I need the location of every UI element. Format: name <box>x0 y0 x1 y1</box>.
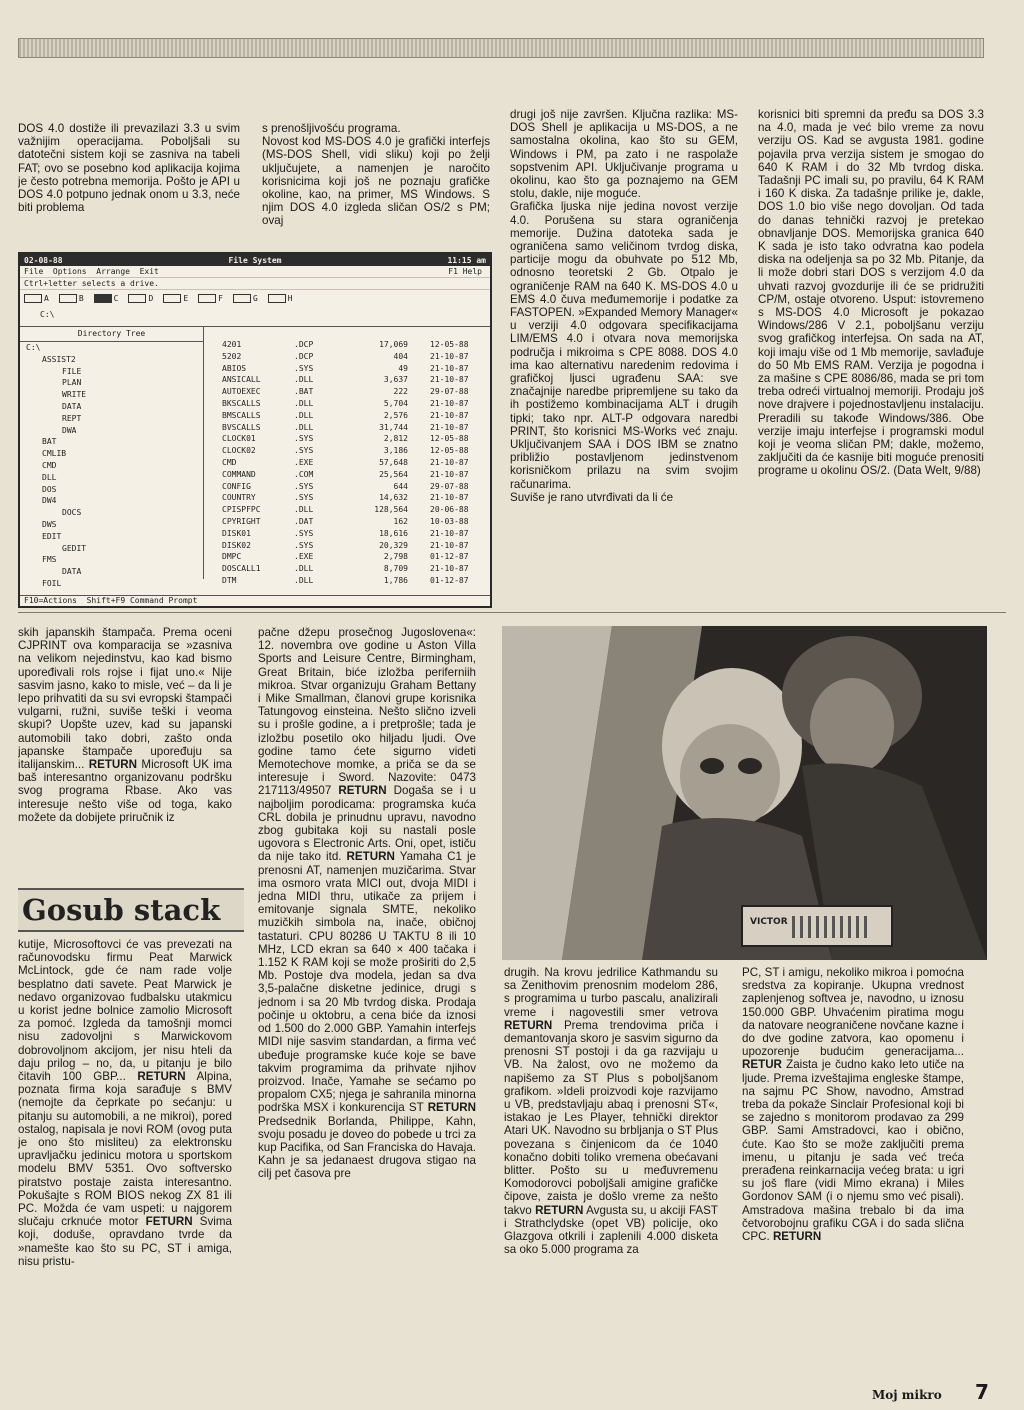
drive-icon <box>128 294 146 303</box>
file-row <box>204 351 490 363</box>
tree-item: CMLIB <box>42 449 67 459</box>
file-date: 21-10-87 <box>430 457 469 467</box>
file-name: BMSCALLS <box>222 410 261 420</box>
file-name: COUNTRY <box>222 493 256 503</box>
file-row <box>204 422 490 434</box>
drive-letter: A <box>44 293 49 303</box>
file-date: 12-05-88 <box>430 340 469 349</box>
magazine-brand: Moj mikro <box>872 1388 942 1402</box>
file-ext: .DLL <box>294 564 314 574</box>
file-date: 21-10-87 <box>430 375 469 385</box>
shell-path: C:\ <box>40 310 55 319</box>
drive-letter: E <box>183 293 189 303</box>
file-row <box>204 481 490 493</box>
tree-item: FOIL <box>42 578 62 588</box>
drive-letter: C <box>113 293 119 303</box>
file-name: CPYRIGHT <box>222 516 261 526</box>
file-row <box>204 540 490 552</box>
file-date: 12-05-88 <box>430 446 469 456</box>
drive-f <box>198 292 223 304</box>
bottom-col-1b <box>18 938 232 1342</box>
tree-item: DOS <box>42 484 57 494</box>
text: PC, ST i amigu, nekoliko mikroa i pomoćna sredstva za kopiranje. Ukupna vrednost zaplenjenog softveа je, navodno, u iznosu 150.000 GBP. Uhvaćenim piratima mogu da natovare neograničene novčane kazne i do dve godine zatvora, kao opomenu i upozorenje budućim generacijama... <box>742 966 964 1059</box>
file-name: ANSICALL <box>222 375 261 385</box>
file-date: 12-05-88 <box>430 434 469 444</box>
file-ext: .DLL <box>294 575 314 585</box>
text: kutije, Microsoftovci će vas prevezati na računovodsku firmu Peat Marwick McLintock, gde će nam rade volje besplatno dati savete. Peat Marwick je nedavo organizovao fudbalsku utakmicu u korist jedne bolnice zamolio Microsoft za pomoć. Izgleda da tamošnji momci nisu zadovoljni s Marwickovom dobrovoljnom akcijom, jer nisu hteli da daju prilog – no, da, u pitanju je bilo čitavih 100 GBP... <box>18 938 232 1084</box>
file-size: 3,186 <box>383 446 408 456</box>
drive-icon <box>94 294 112 303</box>
tree-item: FMS <box>42 555 57 565</box>
tree-item: DOCS <box>62 508 82 518</box>
tree-item: C:\ <box>26 343 41 352</box>
file-size: 644 <box>393 481 408 491</box>
drive-b <box>59 292 84 304</box>
file-row <box>204 433 490 445</box>
bottom-col-2 <box>258 626 476 1348</box>
file-size: 49 <box>398 363 408 373</box>
file-date: 21-10-87 <box>430 493 469 503</box>
file-size: 2,798 <box>383 552 408 562</box>
file-size: 222 <box>393 387 408 397</box>
file-ext: .DAT <box>294 516 314 526</box>
file-name: DTM <box>222 575 237 585</box>
file-date: 10-03-88 <box>430 516 469 526</box>
drive-bar <box>20 290 490 306</box>
tree-item: PLAN <box>62 378 82 388</box>
shell-menu: File Options Arrange Exit <box>24 267 159 276</box>
file-row <box>204 528 490 540</box>
file-row <box>204 457 490 469</box>
drive-letter: B <box>78 293 84 303</box>
tree-item: FILE <box>62 366 82 376</box>
file-date: 01-12-87 <box>430 575 469 585</box>
file-size: 404 <box>393 351 408 361</box>
text: Avgusta su, u akciji FAST i Strathclydske (opet VB) policije, oko Glazgova otkrili i zaplenili 4.000 disketa sa oko 5.000 programa za <box>504 1203 718 1257</box>
file-name: ABIOS <box>222 363 247 373</box>
file-row <box>204 551 490 563</box>
article-col-1: DOS 4.0 dostiže ili prevazilazi 3.3 u svim važnijim operacijama. Poboljšali su datotečni sistem koji se zasniva na tabeli FAT; ovo se posebno kod aplikacija kojima je često potrebna memorija. Pošto je API u DOS 4.0 potpuno jednak onom u 3.3, neće biti problema <box>18 122 240 215</box>
tree-item: DWS <box>42 519 57 529</box>
shell-title: File System <box>228 255 282 265</box>
file-date: 21-10-87 <box>430 528 469 538</box>
file-ext: .SYS <box>294 493 314 503</box>
file-name: CMD <box>222 457 237 467</box>
file-name: CLOCK01 <box>222 434 256 444</box>
drive-d <box>128 292 153 304</box>
file-date: 21-10-87 <box>430 410 469 420</box>
drive-letter: H <box>287 293 293 303</box>
return-marker: RETURN <box>772 1230 822 1244</box>
file-ext: .DLL <box>294 410 314 420</box>
file-ext: .BAT <box>294 387 314 397</box>
return-marker: RETUR <box>742 1058 782 1072</box>
file-ext: .SYS <box>294 481 314 491</box>
file-row <box>204 445 490 457</box>
shell-title-bar <box>20 254 490 266</box>
file-ext: .SYS <box>294 446 314 456</box>
tree-item: ASSIST2 <box>42 354 76 364</box>
bottom-col-3 <box>504 966 718 1346</box>
file-row <box>204 516 490 528</box>
file-row <box>204 374 490 386</box>
shell-date: 02-08-88 <box>24 255 63 265</box>
shell-panes <box>20 326 490 588</box>
directory-tree <box>20 327 204 588</box>
file-name: DISK02 <box>222 540 251 550</box>
file-name: 5202 <box>222 351 242 361</box>
file-date: 20-06-88 <box>430 505 469 515</box>
file-ext: .DLL <box>294 422 314 432</box>
file-date: 29-07-88 <box>430 481 469 491</box>
file-list <box>204 327 490 585</box>
return-marker: RETURN <box>427 1101 476 1115</box>
file-size: 14,632 <box>379 493 408 503</box>
file-size: 8,709 <box>383 564 408 574</box>
text: Zaista je čudno kako leto utiče na ljude. Prema izveštajima engleske štampe, na sajmu PC Show, navodno, Amstrad treba da pokaže Sinclair Profesional koji bi se zajedno s monitorom prodavao za 299 GBP. Sami Amstradovci, kao i obično, ćute. Kao što se može zaključiti prema imenu, u pitanju je sada već treća prerađena reinkarnacija većeg brata: u igri su još flare (vidi Mimo ekrana) i Miles Gordonov SAM (i o njemu smo već pisali). Amstradova mašina trebalo bi da ima četvorobojnu grafiku CGA i do sada slična CPC. <box>742 1058 964 1244</box>
file-name: CPISPFPC <box>222 505 261 515</box>
photo-pilots <box>502 626 987 960</box>
file-size: 3,637 <box>383 375 408 385</box>
file-date: 21-10-87 <box>430 540 469 550</box>
article-col-4: korisnici biti spremni da pređu sa DOS 3.3 na 4.0, mada je već bilo vreme za novu verziju OS. Kad se avgusta 1981. godine pojavila prva verzija sistem je smogao do 640 K RAM i do 32 Mb tvrdog diska. Tadašnji PC imali su, po pravilu, 64 K RAM i 160 K diska. Za tadašnje prilike je, dakle, DOS 1.0 bio više nego dovoljan. Od tada do danas tehnički razvoj je pretekao obnavljanje DOS. Memorijska granica 640 K sada je isto tako odvratna kao podela diska na odeljenja sa po 32 Mb. Pitanje, da li može dobri stari DOS s verzijom 4.0 da uhvati razvoj gvozdurije ili će se pridružiti CP/M, ostaje otvoreno. Usput: istovremeno s MS-DOS 4.0 Microsoft je pokazao Windows/286 V 2.1, poboljšanu verziju svog grafičkog interfejsa. On sada na AT, koji imaju više od 1 Mb memorije, savlađuje do 50 Mb EMS RAM. Verzija je pogodna i za mašine s CPE 8086/86, mada se pri tom treba odreći virtualnoj memoriji. Prodaju još nove drajvere i pojednostavljenu instalaciju. Preradili su takođe Windows/386. Obe verzije imaju interfejse i programski modul koji je veoma sličan PM; dakle, možemo, zaključiti da će kasnije biti moguće prenositi programe u okolinu OS/2. (Data Welt, 9/88) <box>758 108 984 478</box>
device-label: VICTOR <box>750 917 788 927</box>
shell-hint: Ctrl+letter selects a drive. <box>20 278 490 290</box>
file-ext: .DCP <box>294 351 314 361</box>
tree-item: WRITE <box>62 390 87 400</box>
drive-h <box>268 292 293 304</box>
file-name: DISK01 <box>222 528 251 538</box>
return-marker: RETURN <box>504 1018 553 1032</box>
drive-icon <box>163 294 181 303</box>
drive-icon <box>198 294 216 303</box>
file-name: BVSCALLS <box>222 422 261 432</box>
text: Prema trendovima priča i demantovanja skoro je sasvim sigurno da prenosni ST postoji i da ga razvijaju u VB. Na žalost, ovo ne možemo da napišemo za ST Plus s poboljšanom grafikom. »Ideli proizvodi koje razvijamo u VB, predstavljaju abaq i prenosni ST«, istakao je Les Player, tehnički direktor Atari UK. Navodno su brbljanja o ST Plus povezana s činjenicom da će 1040 konačno dobiti toliko vremena obećavani blitter. Pošto su u međuvremenu Komodorovci poboljšali amigine grafičke čipove, zaista je došlo vreme za nešto takvo <box>504 1018 718 1217</box>
file-size: 31,744 <box>379 422 408 432</box>
file-ext: .SYS <box>294 528 314 538</box>
article-col-3: drugi još nije završen. Ključna razlika: MS-DOS Shell je aplikacija u MS-DOS, a ne samostalna okolina, kao što su GEM, Windows i PM, pa zato i ne raspolaže sopstvenim API. Uključivanje programa u okolinu, kao što ga poznajemo na GEM stolu, dakle, nije moguće. Grafička ljuska nije jedina novost verzije 4.0. Porušena su stara ograničenja memorije. Dužina datoteka sada je ograničena samo veličinom tvrdog diska, particije mogu da obuhvate po 512 Mb, odnosno teoretski 2 Gb. Otpalo je ograničenje RAM na 640 K. MS-DOS 4.0 u EMS 4.0 čuva međumemorije i podatke za FASTOPEN. »Expanded Memory Manager« u verziji 4.0 odgovara specifikacijama LIM/EMS 4.0 i otvara nova memorijska područja i mikroima s CPE 8088. DOS 4.0 ima kao alternativu naredenim redovima i grafičkoj ljusci ugrađenu SAA: sve značajnije naredbe pripremljene su tako da ih postižemo kombinacijama ALT i drugih tipki; tako npr. ALT-P odgovara naredbi PRINT, što korisnici MS-Works već znaju. Uključivanjem SAA i DOS IBM se znatno približio postavljenom jedinstvenom korisničkom prilazu na svim svojim računarima. Suviše je rano utvrđivati da li će <box>510 108 738 504</box>
file-row <box>204 410 490 422</box>
file-ext: .SYS <box>294 540 314 550</box>
dos-shell-screenshot <box>18 252 492 608</box>
file-size: 2,812 <box>383 434 408 444</box>
text: Microsoft UK ima baš interesantno organizovanu podršku svog programa Rbase. Ako vas interesuje nešto više od toga, kako možete da dobijete priručnik iz <box>18 758 232 824</box>
file-row <box>204 492 490 504</box>
tree-item: GEDIT <box>62 543 87 553</box>
drive-letter: F <box>218 293 223 303</box>
file-size: 128,564 <box>374 505 408 515</box>
file-ext: .DLL <box>294 375 314 385</box>
drive-icon <box>233 294 251 303</box>
file-size: 18,616 <box>379 528 408 538</box>
return-marker: FETURN <box>145 1215 193 1229</box>
text: Svima koji, doduše, opravdano tvrde da »namešte kao što su PC, ST i amiga, nisu pristu- <box>18 1215 232 1268</box>
file-size: 17,069 <box>379 340 408 349</box>
file-name: DMPC <box>222 552 242 562</box>
bottom-col-1a <box>18 626 232 872</box>
drive-g <box>233 292 258 304</box>
file-size: 20,329 <box>379 540 408 550</box>
bottom-col-4 <box>742 966 964 1340</box>
return-marker: RETURN <box>88 758 138 772</box>
article-col-2: s prenošljivošću programa. Novost kod MS-DOS 4.0 je grafički interfejs (MS-DOS Shell, vidi sliku) koji po želji uključujete, a namenjen je naročito korisnicima koji još ne poznaju grafičke okoline, kao, na primer, MS Windows. S njim DOS 4.0 izgleda sličan OS/2 s PM; ovaj <box>262 122 490 228</box>
return-marker: RETURN <box>346 850 395 864</box>
file-date: 21-10-87 <box>430 351 469 361</box>
file-ext: .DLL <box>294 398 314 408</box>
file-row <box>204 339 490 351</box>
file-row <box>204 398 490 410</box>
file-row <box>204 504 490 516</box>
file-name: CONFIG <box>222 481 251 491</box>
file-name: AUTOEXEC <box>222 387 261 397</box>
file-ext: .DLL <box>294 505 314 515</box>
tree-item: EDIT <box>42 531 62 541</box>
header-bar <box>18 38 984 58</box>
drive-icon <box>268 294 286 303</box>
file-ext: .SYS <box>294 363 314 373</box>
file-size: 162 <box>393 516 408 526</box>
file-ext: .EXE <box>294 552 314 562</box>
file-row <box>204 563 490 575</box>
file-row <box>204 575 490 587</box>
drive-icon <box>24 294 42 303</box>
text: drugih. Na krovu jedrilice Kathmandu su sa Zenithovim prenosnim modelom 286, s programima u turbo pascalu, analizirali vreme i nagovestili smer vetrova <box>504 966 718 1019</box>
tree-item: DW4 <box>42 496 57 506</box>
photo-illustration <box>502 626 987 960</box>
file-date: 29-07-88 <box>430 387 469 397</box>
shell-time: 11:15 am <box>447 255 486 265</box>
file-ext: .SYS <box>294 434 314 444</box>
drive-letter: D <box>148 293 154 303</box>
return-marker: RETURN <box>137 1070 186 1084</box>
gosub-stack-heading: Gosub stack <box>18 888 244 932</box>
drive-icon <box>59 294 77 303</box>
return-marker: RETURN <box>535 1203 584 1217</box>
file-name: BKSCALLS <box>222 398 261 408</box>
text: Alpina, poznata firma koja sarađuje s BMV (nemojte da čeprkate po sećanju: u pitanju su automobili, a ne mikroi), pored ostalog, napisala je novi ROM (ovog puta je ono što misliteu) za elektronsku upravljačku jedinicu motora u sportskom modelu BMV 5351. Ovo softversko piratstvo postaje zaista interesantno. Pokušajte s ROM BIOS nekog ZX 81 ili PC. Možda će vam uspeti: u najgorem slučaju crknuće motor <box>18 1070 232 1229</box>
return-marker: RETURN <box>338 784 387 798</box>
file-row <box>204 386 490 398</box>
drive-letter: G <box>252 293 258 303</box>
file-ext: .EXE <box>294 457 314 467</box>
page-number: 7 <box>975 1380 989 1404</box>
file-ext: .COM <box>294 469 314 479</box>
tree-header: Directory Tree <box>20 329 203 342</box>
tree-item: DLL <box>42 472 57 482</box>
tree-item: CMD <box>42 460 57 470</box>
tree-item: DATA <box>62 567 82 577</box>
file-size: 5,704 <box>383 398 408 408</box>
file-date: 21-10-87 <box>430 363 469 373</box>
file-size: 57,648 <box>379 457 408 467</box>
text: Dogaša se i u najboljim porodicama: programska kuća CRL dobila je prinudnu upravu, navodno zbog gubitaka koji su nastali posle ugovora s Electronic Arts. Oni, opet, ističu da nije tako itd. <box>258 784 476 864</box>
shell-help: F1 Help <box>448 267 482 276</box>
drive-a <box>24 292 49 304</box>
text: skih japanskih štampača. Prema oceni CJPRINT ova komparacija se »zasniva na velikom nejedinstvu, kao kad bismo upoređivali rols rojse i fijat uno.« Nije sasvim jasno, kako to misle, već – da li je lepo prihvatiti da su svi evropski štampači vulgarni, ružni, suviše teški i veoma skupi? Uopšte uzev, kad su japanski automobili tako dobri, zašto onda japanske štampače upoređuju sa italijanskim... <box>18 626 232 772</box>
tree-item: DATA <box>62 401 82 411</box>
text: Yamaha C1 je prenosni AT, namenjen muzičarima. Stvar ima osmoro vrata MICI out, dvoja MIDI i jedna MIDI thru, utikače za prijem i emitovanje signala SMTE, nekoliko muzičkih simbola na, inače, običnoj tastaturi. CPU 80286 U TAKTU 8 ili 10 MHz, LCD ekran sa 640 × 400 tačaka i 1.152 K RAM koji se može proširiti do 2,5 Mb. Postoje dva modela, jedan sa dva 3,5-palačne disketne jedinice, drugi s jednom i sa 20 Mb tvrdog diska. Prodaja počinje u oktobru, a cena biće da iznosi od 1.500 do 2.000 GBP. Yamahin interfejs MIDI nije sasvim standardan, a firma već ubeđuje programske kuće koje se bave takvim programima da prihvate njihov proizvod. Inače, Yamahe se sećamo po propalom CX5; njega je sahranila minorna podrška MSX i konkurencija ST <box>258 850 476 1115</box>
drive-e <box>163 292 188 304</box>
file-size: 1,786 <box>383 575 408 585</box>
file-date: 21-10-87 <box>430 469 469 479</box>
shell-footer: F10=Actions Shift+F9 Command Prompt <box>20 595 490 606</box>
file-ext: .DCP <box>294 340 314 349</box>
drive-c <box>94 292 119 304</box>
file-name: 4201 <box>222 340 242 349</box>
file-name: CLOCK02 <box>222 446 256 456</box>
tree-item: REPT <box>62 413 82 423</box>
section-divider <box>18 612 1006 613</box>
file-size: 25,564 <box>379 469 408 479</box>
file-date: 21-10-87 <box>430 564 469 574</box>
text: pačne džepu prosečnog Jugoslovena«: 12. novembra ove godine u Aston Villa Sports and Leisure Centre, Birmingham, Great Britain, biće izložba periferniih mikroa. Stvar organizuju Graham Bettany i Mike Smallman, članovi grupe korisnika Tatungovog einsteina. Nešto slično izveli su i prošle godine, a i pretprošle; tada je izložbu posetilo oko hiljadu ljudi. Ove godine tamo ćete sigurno videti Memotechove momke, a priča se da se interesuje i Sword. Nazovite: 0473 217113/49507 <box>258 626 476 798</box>
file-date: 21-10-87 <box>430 398 469 408</box>
shell-menu-bar <box>20 266 490 278</box>
file-name: DOSCALL1 <box>222 564 261 574</box>
tree-item: BAT <box>42 437 57 447</box>
file-date: 21-10-87 <box>430 422 469 432</box>
file-size: 2,576 <box>383 410 408 420</box>
file-date: 01-12-87 <box>430 552 469 562</box>
file-row <box>204 469 490 481</box>
file-row <box>204 363 490 375</box>
text: Predsednik Borlanda, Philippe, Kahn, svoju posadu je doveo do pobede u trci za kup Pacifika, od San Franciska do Havaja. Kahn je sa jedanaest drugova stigao na cilj pet časova pre <box>258 1114 476 1181</box>
file-name: COMMAND <box>222 469 256 479</box>
tree-item: DWA <box>62 425 77 435</box>
